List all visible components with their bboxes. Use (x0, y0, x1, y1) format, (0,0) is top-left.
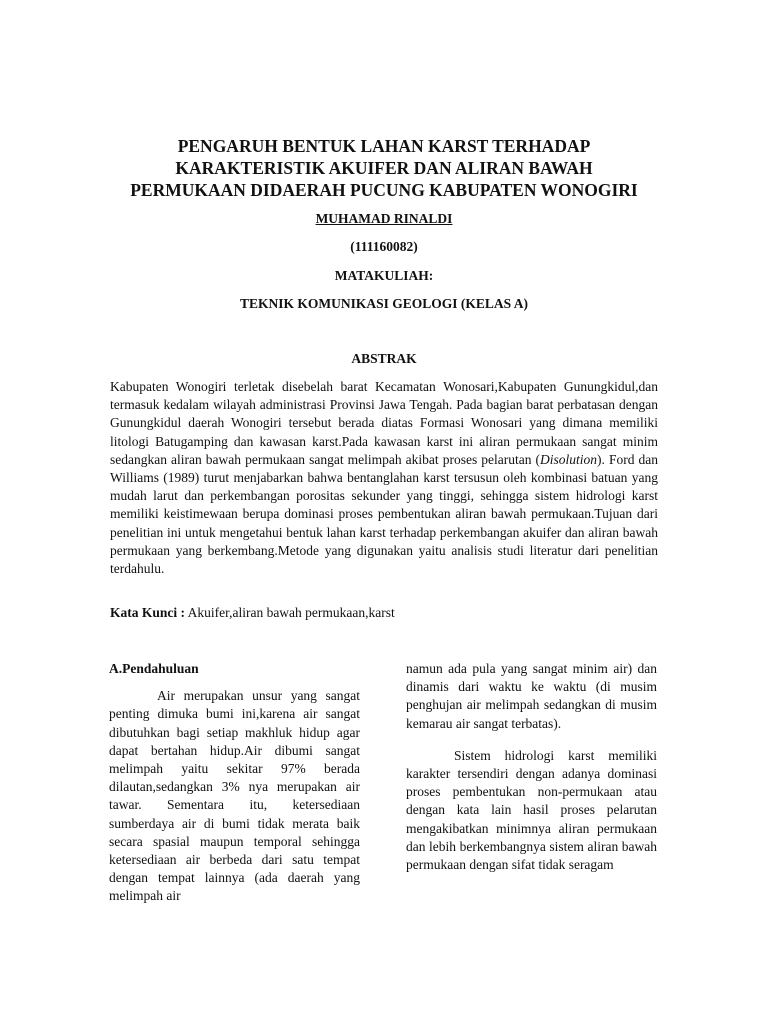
abstract-heading: ABSTRAK (351, 351, 417, 366)
abstract-paragraph (110, 378, 658, 578)
keywords-label: Kata Kunci : (110, 605, 186, 620)
student-id: (111160082) (350, 239, 418, 254)
keywords-text: Akuifer,aliran bawah permukaan,karst (185, 605, 395, 620)
abstract-text-part-2: ). Ford dan Williams (1989) turut menjabarkan bahwa bentanglahan karst tersusun oleh kombinasi batuan yang mudah larut dan perkembangan porositas sekunder yang tinggi, sehingga sistem hidrologi karst memiliki keistimewaan berupa dominasi proses pembentukan aliran bawah permukaan.Tujuan dari penelitian ini untuk mengetahui bentuk lahan karst terhadap perkembangan akuifer dan aliran bawah permukaan yang berkembang.Metode yang digunakan yaitu analisis studi literatur dari penelitian terdahulu. (110, 451, 658, 577)
abstract-body (110, 378, 658, 578)
right-column (406, 660, 657, 874)
title-line-3: PERMUKAAN DIDAERAH PUCUNG KABUPATEN WONOGIRI (130, 180, 638, 200)
author-name: MUHAMAD RINALDI (315, 211, 453, 226)
title-line-1: PENGARUH BENTUK LAHAN KARST TERHADAP (177, 136, 591, 156)
abstract-italic-term: Disolution (540, 451, 598, 467)
course-name: TEKNIK KOMUNIKASI GEOLOGI (KELAS A) (239, 296, 529, 311)
right-paragraph-1: namun ada pula yang sangat minim air) dan dinamis dari waktu ke waktu (di musim penghujan air melimpah sedangkan di musim kemarau air sangat terbatas). (406, 661, 657, 731)
left-paragraph: Air merupakan unsur yang sangat penting dimuka bumi ini,karena air sangat dibutuhkan bagi setiap makhluk hidup agar dapat bertahan hidup.Air dibumi sangat melimpah yaitu sekitar 97% berada dilautan,sedangkan 3% nya merupakan air tawar. Sementara itu, ketersediaan sumberdaya air di bumi tidak merata baik secara spasial maupun temporal sehingga ketersediaan air berbeda dari satu tempat dengan tempat lainnya (ada daerah yang melimpah air (109, 688, 360, 904)
title-line-2: KARAKTERISTIK AKUIFER DAN ALIRAN BAWAH (175, 158, 593, 178)
course-label: MATAKULIAH: (334, 268, 434, 283)
left-column (109, 660, 360, 906)
paper-title (60, 135, 708, 201)
keywords (110, 604, 658, 622)
section-heading: A.Pendahuluan (109, 661, 199, 676)
right-paragraph-2: Sistem hidrologi karst memiliki karakter tersendiri dengan adanya dominasi proses pembentukan non-permukaan atau dengan kata lain hasil proses pelarutan mengakibatkan minimnya aliran permukaan dan lebih berkembangnya sistem aliran bawah permukaan dengan sifat tidak seragam (406, 747, 657, 873)
abstract-text-part-1: Kabupaten Wonogiri terletak disebelah barat Kecamatan Wonosari,Kabupaten Gunungkidul,dan termasuk kedalam wilayah administrasi Provinsi Jawa Tengah. Pada bagian barat perbatasan dengan Gunungkidul daerah Wonogiri tersebut berada diatas Formasi Wonosari yang dimana memiliki litologi Batugamping dan kawasan karst.Pada kawasan karst ini aliran permukaan sangat minim sedangkan aliran bawah permukaan sangat melimpah akibat proses pelarutan ( (110, 379, 658, 467)
